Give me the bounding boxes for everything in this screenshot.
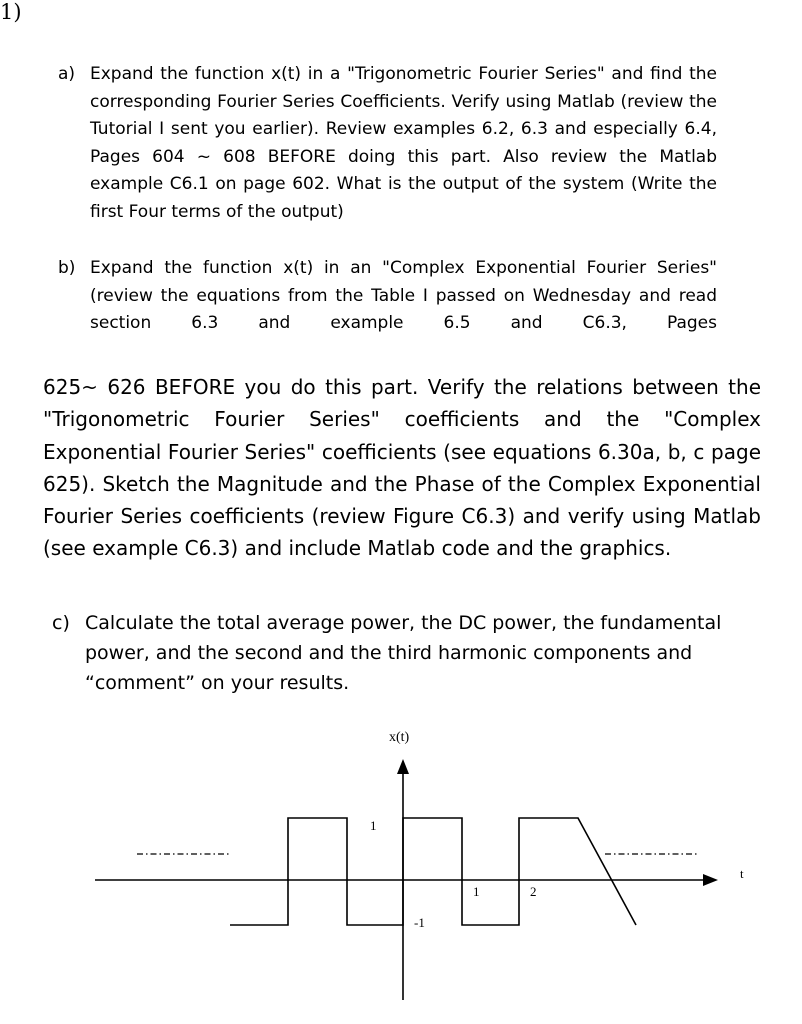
part-c-text: Calculate the total average power, the DC power, the fundamental power, and the second and the third harmonic components and “comment” on your results. [85, 612, 722, 694]
question-number: 1) [0, 0, 22, 24]
x-axis-label: t [740, 866, 744, 881]
y-tick-label-high: 1 [370, 818, 377, 833]
x-axis-arrow [703, 874, 718, 886]
x-tick-label-2: 2 [530, 884, 537, 899]
part-a-label: a) [58, 64, 76, 84]
part-b-text: Expand the function x(t) in an "Complex Exponential Fourier Series" (review the equations from the Table I passed on Wednesday and read section 6.3 and example 6.5 and C6.3, Pages [90, 258, 717, 334]
x-tick-label-1: 1 [473, 884, 480, 899]
y-tick-label-low: -1 [414, 915, 425, 930]
y-axis-arrow [397, 759, 409, 774]
part-b-continuation: 625~ 626 BEFORE you do this part. Verify the relations between the "Trigonometric Fourier Series" coefficients and the "Complex Exponential Fourier Series" coefficients (see equations 6.30a, b, c page 625). Sketch the Magnitude and the Phase of the Complex Exponential Fourier Series coefficients (review Figure C6.3) and verify using Matlab (see example C6.3) and include Matlab code and the graphics. [43, 375, 761, 561]
waveform-line [230, 818, 636, 925]
part-c-label: c) [52, 612, 70, 634]
square-wave-chart [0, 715, 802, 1015]
part-a-text: Expand the function x(t) in a "Trigonometric Fourier Series" and find the corresponding Fourier Series Coefficients. Verify using Matlab (review the Tutorial I sent you earlier). Review examples 6.2, 6.3 and especially 6.4, Pages 604 ~ 608 BEFORE doing this part. Also review the Matlab example C6.1 on page 602. What is the output of the system (Write the first Four terms of the output) [90, 64, 717, 222]
part-b-label: b) [58, 258, 76, 278]
y-axis-label: x(t) [389, 730, 410, 745]
